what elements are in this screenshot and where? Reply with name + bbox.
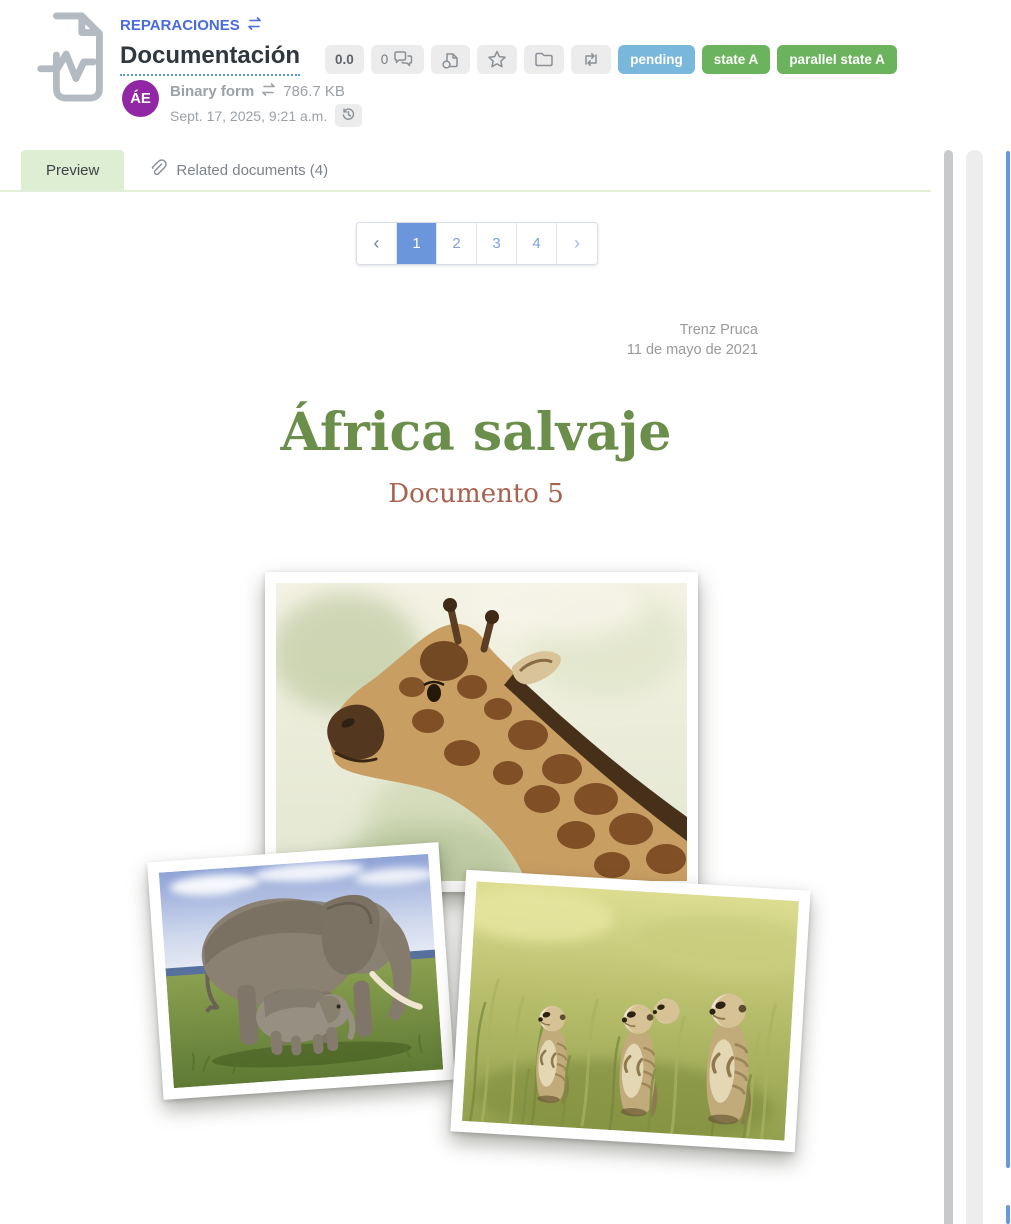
document-indicators <box>325 45 897 74</box>
repeat-arrows-icon <box>581 51 601 68</box>
pagination-prev-button[interactable]: ‹ <box>357 223 397 264</box>
page-copy-icon <box>441 50 460 70</box>
transfer-arrows-icon <box>260 83 277 100</box>
checkout-badge[interactable] <box>571 45 611 74</box>
meerkats-photo <box>450 870 810 1153</box>
pagination-page-3[interactable]: 3 <box>477 223 517 264</box>
breadcrumb-document-type-link[interactable] <box>120 17 263 34</box>
version-badge[interactable]: 0.0 <box>325 45 364 74</box>
scrollbar-thumb[interactable] <box>944 150 953 1224</box>
doc-main-title: África salvaje <box>280 402 672 463</box>
tab-preview-label: Preview <box>46 161 100 179</box>
pagination-page-1[interactable]: 1 <box>397 223 437 264</box>
doc-author: Trenz Pruca <box>679 322 758 338</box>
comments-badge[interactable] <box>371 45 425 74</box>
tab-related-documents[interactable] <box>124 150 353 190</box>
page-pagination <box>356 222 598 265</box>
workflow-tag-pending[interactable]: pending <box>618 45 695 74</box>
file-waveform-icon <box>36 12 112 107</box>
elephants-photo <box>147 842 455 1100</box>
modified-datetime: Sept. 17, 2025, 9:21 a.m. <box>170 107 328 124</box>
pagination-page-4[interactable]: 4 <box>517 223 557 264</box>
cabinet-badge[interactable] <box>524 45 564 74</box>
document-tabs <box>0 150 931 192</box>
clock-rewind-icon <box>341 107 356 125</box>
file-form-name: Binary form <box>170 83 255 100</box>
favorite-badge[interactable] <box>477 45 517 74</box>
tab-preview[interactable] <box>21 150 124 190</box>
transfer-arrows-icon <box>246 17 263 34</box>
workflow-tag-state-a[interactable]: state A <box>702 45 771 74</box>
history-button[interactable] <box>335 104 362 127</box>
paperclip-icon <box>149 159 168 182</box>
right-panel-edge-top <box>1006 151 1010 1168</box>
doc-date: 11 de mayo de 2021 <box>626 342 758 358</box>
pagination-page-2[interactable]: 2 <box>437 223 477 264</box>
comments-count: 0 <box>380 52 389 67</box>
file-meta-line <box>170 83 345 100</box>
giraffe-photo <box>265 572 698 892</box>
breadcrumb-label: REPARACIONES <box>120 17 240 34</box>
star-icon <box>487 50 507 69</box>
right-panel-edge-bottom <box>1006 1205 1010 1224</box>
scrollbar-track[interactable] <box>966 150 983 1224</box>
file-size: 786.7 KB <box>283 83 345 100</box>
comments-icon <box>393 51 414 68</box>
user-avatar: ÁE <box>122 80 159 117</box>
duplicates-badge[interactable] <box>431 45 470 74</box>
workflow-tag-parallel-state-a[interactable]: parallel state A <box>777 45 897 74</box>
folder-icon <box>534 51 554 68</box>
page-title: Documentación <box>120 42 300 76</box>
doc-subtitle: Documento 5 <box>388 479 564 509</box>
tab-related-label: Related documents (4) <box>176 161 329 179</box>
pagination-next-button[interactable]: › <box>557 223 597 264</box>
modified-meta-line <box>170 104 362 127</box>
